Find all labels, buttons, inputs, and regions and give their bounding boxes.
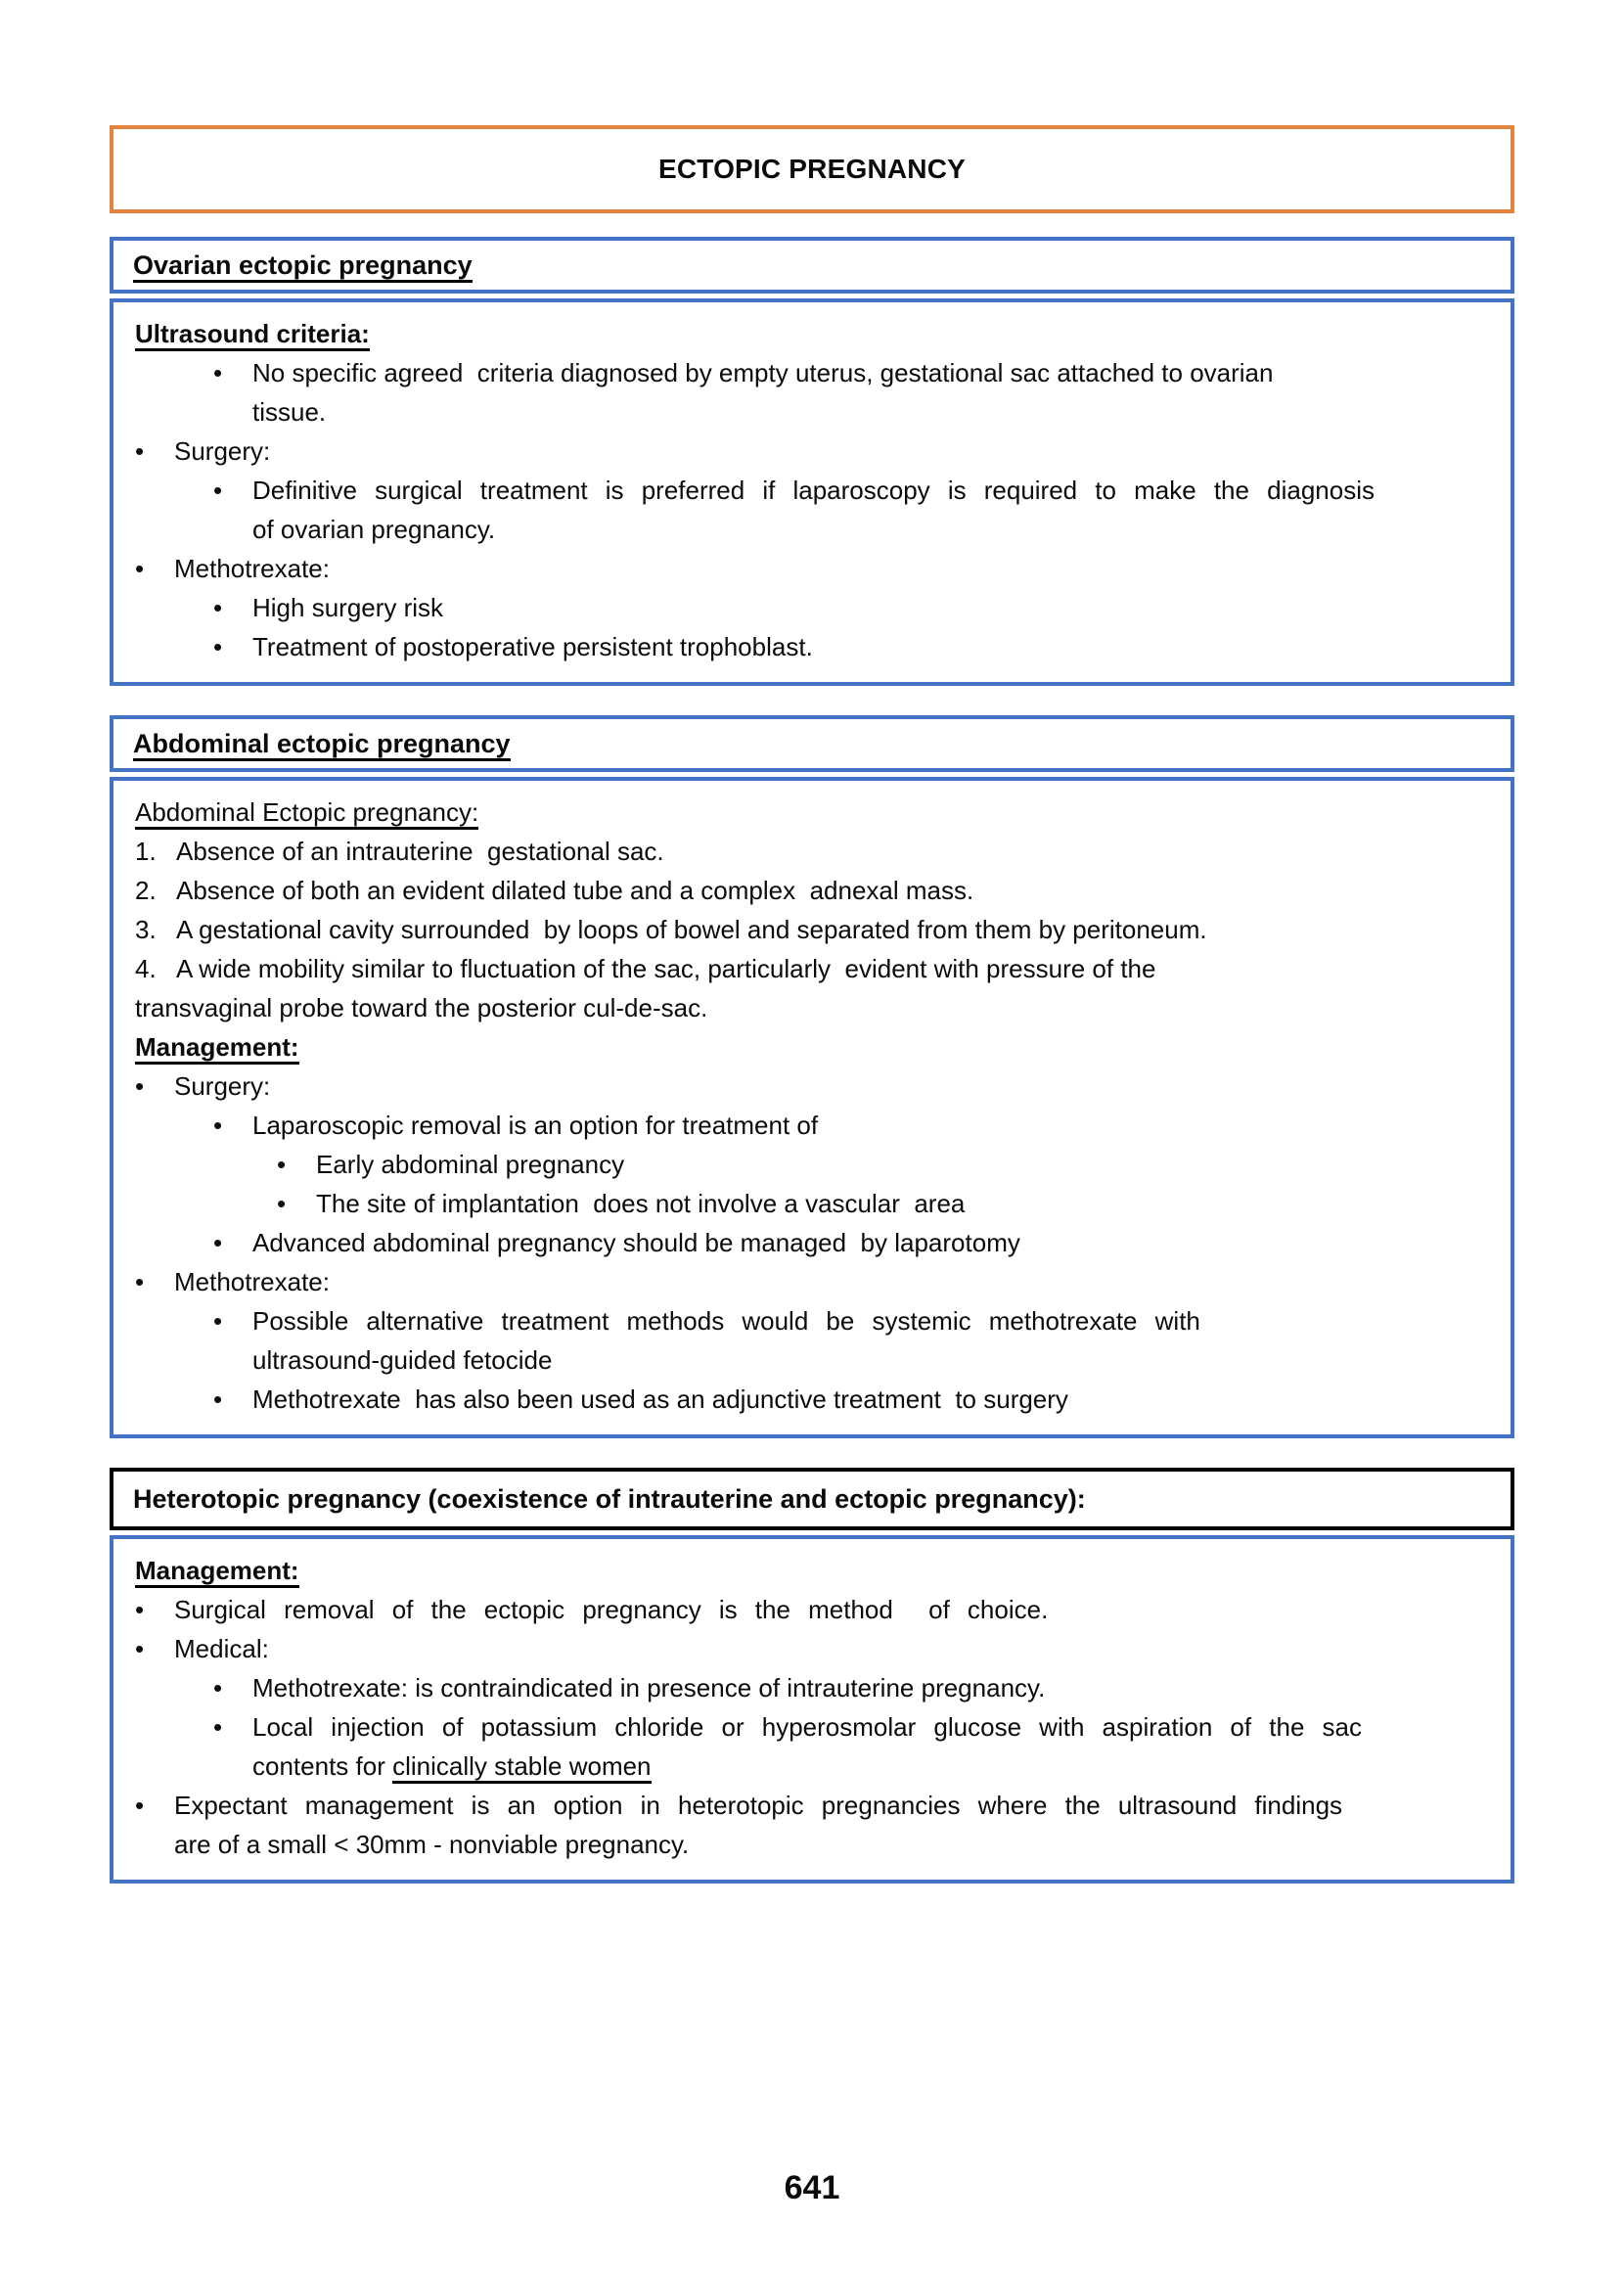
- text-line: [135, 1747, 1489, 1786]
- line-text: Methotrexate:: [174, 1267, 330, 1296]
- line-text: Methotrexate:: [174, 554, 330, 583]
- text-line: [135, 353, 1489, 392]
- bullet-icon: •: [135, 1071, 145, 1101]
- line-text: The site of implantation does not involve a vascular area: [316, 1189, 966, 1218]
- line-text: Methotrexate: is contraindicated in presence of intrauterine pregnancy.: [252, 1673, 1046, 1702]
- list-number: 2.: [135, 876, 157, 905]
- bullet-icon: •: [213, 358, 223, 387]
- section-abdominal: [110, 715, 1514, 1438]
- text-line: [135, 1067, 1489, 1106]
- line-text: Surgical removal of the ectopic pregnancy is the method of choice.: [174, 1595, 1049, 1624]
- section-header-abdominal: [110, 715, 1514, 772]
- line-text: Surgery:: [174, 1071, 271, 1101]
- line-text: Medical:: [174, 1634, 269, 1663]
- line-text: A gestational cavity surrounded by loops of bowel and separated from them by peritoneum.: [176, 915, 1207, 944]
- line-text: Laparoscopic removal is an option for treatment of: [252, 1111, 819, 1140]
- text-line: [135, 1590, 1489, 1629]
- text-line: [135, 1668, 1489, 1707]
- text-line: [135, 510, 1489, 549]
- text-line: [135, 988, 1489, 1027]
- line-text: A wide mobility similar to fluctuation of the sac, particularly evident with pressure of the: [176, 954, 1156, 983]
- bullet-icon: •: [277, 1150, 287, 1179]
- text-line: [135, 1184, 1489, 1223]
- text-line: [135, 1629, 1489, 1668]
- line-text: Methotrexate has also been used as an adjunctive treatment to surgery: [252, 1385, 1068, 1414]
- line-text: Abdominal Ectopic pregnancy:: [135, 793, 1489, 832]
- page-number: 641: [784, 2169, 840, 2206]
- bullet-icon: •: [213, 632, 223, 661]
- line-text: tissue.: [252, 397, 327, 427]
- bullet-icon: •: [135, 1595, 145, 1624]
- content-container: [110, 125, 1514, 2207]
- text-line: [135, 910, 1489, 949]
- page-title: ECTOPIC PREGNANCY: [657, 154, 967, 184]
- text-line: [135, 871, 1489, 910]
- line-text: Definitive surgical treatment is preferred if laparoscopy is required to make the diagnosis: [252, 476, 1375, 505]
- text-line: [135, 1825, 1489, 1864]
- line-text: are of a small < 30mm - nonviable pregnancy.: [174, 1830, 690, 1859]
- section-header-label: Ovarian ectopic pregnancy: [133, 250, 473, 283]
- section-ovarian: [110, 237, 1514, 686]
- text-line: [135, 1223, 1489, 1262]
- text-line: [135, 1262, 1489, 1301]
- list-number: 1.: [135, 837, 157, 866]
- line-text: High surgery risk: [252, 593, 444, 622]
- line-text: Ultrasound criteria:: [135, 314, 1489, 353]
- bullet-icon: •: [213, 1228, 223, 1257]
- line-text: ultrasound-guided fetocide: [252, 1345, 553, 1375]
- text-line: [135, 314, 1489, 353]
- text-line: [135, 471, 1489, 510]
- section-body-heterotopic: [110, 1535, 1514, 1884]
- text-line: [135, 392, 1489, 431]
- line-text: No specific agreed criteria diagnosed by empty uterus, gestational sac attached to ovarian: [252, 358, 1274, 387]
- bullet-icon: •: [213, 1673, 223, 1702]
- bullet-icon: •: [213, 593, 223, 622]
- text-line: [135, 1301, 1489, 1340]
- text-line: [135, 949, 1489, 988]
- line-text: transvaginal probe toward the posterior cul-de-sac.: [135, 993, 708, 1022]
- line-text: Management:: [135, 1027, 1489, 1067]
- line-text: Local injection of potassium chloride or hyperosmolar glucose with aspiration of the sac: [252, 1712, 1363, 1742]
- text-line: [135, 1786, 1489, 1825]
- line-text: Treatment of postoperative persistent trophoblast.: [252, 632, 813, 661]
- sections: [110, 237, 1514, 1884]
- bullet-icon: •: [213, 1385, 223, 1414]
- line-text: Surgery:: [174, 436, 271, 466]
- line-text: Absence of both an evident dilated tube and a complex adnexal mass.: [176, 876, 974, 905]
- title-box: [110, 125, 1514, 213]
- line-text: Expectant management is an option in heterotopic pregnancies where the ultrasound findings: [174, 1791, 1343, 1820]
- line-text: Possible alternative treatment methods would be systemic methotrexate with: [252, 1306, 1200, 1336]
- bullet-icon: •: [135, 554, 145, 583]
- bullet-icon: •: [135, 1267, 145, 1296]
- text-line: [135, 1145, 1489, 1184]
- text-line: [135, 832, 1489, 871]
- text-line: [135, 627, 1489, 666]
- section-header-label: Heterotopic pregnancy (coexistence of intrauterine and ectopic pregnancy):: [133, 1484, 1086, 1514]
- line-text: Absence of an intrauterine gestational sac.: [176, 837, 664, 866]
- section-header-heterotopic: [110, 1468, 1514, 1530]
- text-line: [135, 549, 1489, 588]
- list-number: 4.: [135, 954, 157, 983]
- bullet-icon: •: [135, 436, 145, 466]
- text-line: [135, 1707, 1489, 1747]
- bullet-icon: •: [213, 1111, 223, 1140]
- text-line: [135, 1106, 1489, 1145]
- line-text: Advanced abdominal pregnancy should be managed by laparotomy: [252, 1228, 1020, 1257]
- text-line: [135, 1027, 1489, 1067]
- line-text: Management:: [135, 1551, 1489, 1590]
- list-number: 3.: [135, 915, 157, 944]
- text-line: [135, 793, 1489, 832]
- section-body-ovarian: [110, 298, 1514, 686]
- section-body-abdominal: [110, 777, 1514, 1438]
- line-text: of ovarian pregnancy.: [252, 515, 496, 544]
- section-header-label: Abdominal ectopic pregnancy: [133, 729, 511, 761]
- bullet-icon: •: [213, 476, 223, 505]
- bullet-icon: •: [277, 1189, 287, 1218]
- bullet-icon: •: [135, 1634, 145, 1663]
- section-heterotopic: [110, 1468, 1514, 1884]
- text-line: [135, 1380, 1489, 1419]
- section-header-ovarian: [110, 237, 1514, 294]
- text-line: [135, 431, 1489, 471]
- line-text: Early abdominal pregnancy: [316, 1150, 625, 1179]
- text-line: [135, 1340, 1489, 1380]
- text-line: [135, 1551, 1489, 1590]
- line-text: contents for clinically stable women: [252, 1747, 1489, 1786]
- bullet-icon: •: [213, 1712, 223, 1742]
- text-line: [135, 588, 1489, 627]
- bullet-icon: •: [135, 1791, 145, 1820]
- bullet-icon: •: [213, 1306, 223, 1336]
